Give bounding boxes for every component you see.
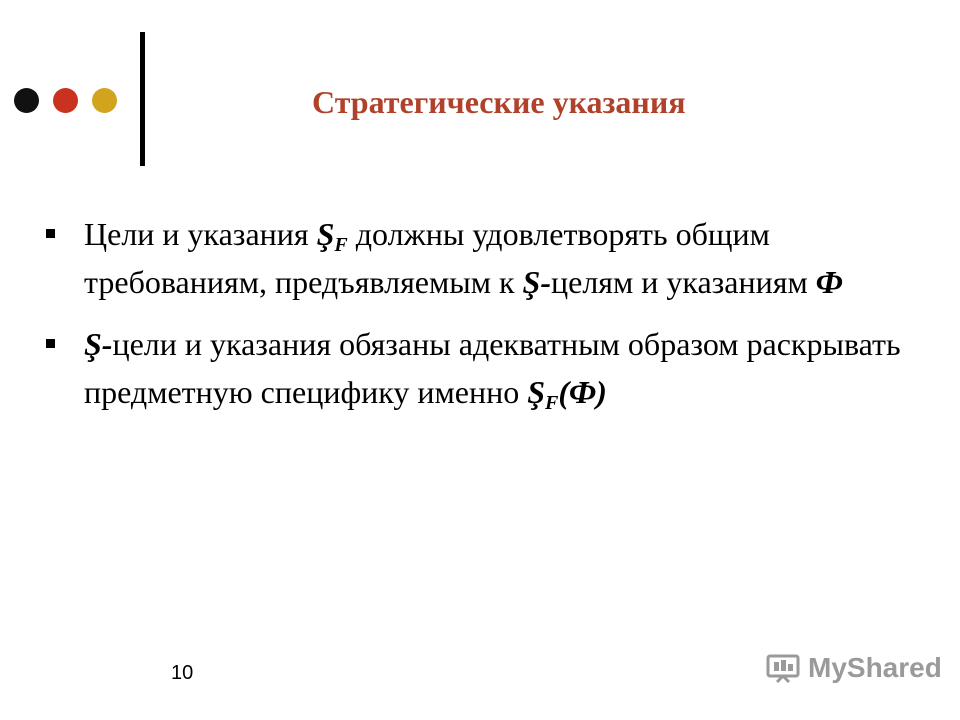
slide-title: Стратегические указания — [312, 84, 686, 120]
decorative-dots — [14, 88, 117, 113]
square-bullet-icon — [46, 229, 55, 238]
dot-black — [14, 88, 39, 113]
bullet-item-1: Цели и указания $Ş_F$ должны удовлетворять общим требованиям, предъявляемым к Ş-целям и указаниям Ф — [46, 210, 926, 306]
vertical-divider — [140, 32, 145, 166]
dot-red — [53, 88, 78, 113]
page-number: 10 — [171, 662, 194, 684]
slide-content — [46, 210, 926, 430]
presentation-board-icon — [766, 653, 800, 683]
square-bullet-icon — [46, 339, 55, 348]
watermark-text: MyShared — [808, 652, 942, 683]
bullet-item-2: Ş-цели и указания обязаны адекватным образом раскрывать предметную специфику именно $Ş_F(Ф)$ — [46, 320, 926, 416]
dot-gold — [92, 88, 117, 113]
watermark-logo — [766, 652, 942, 684]
